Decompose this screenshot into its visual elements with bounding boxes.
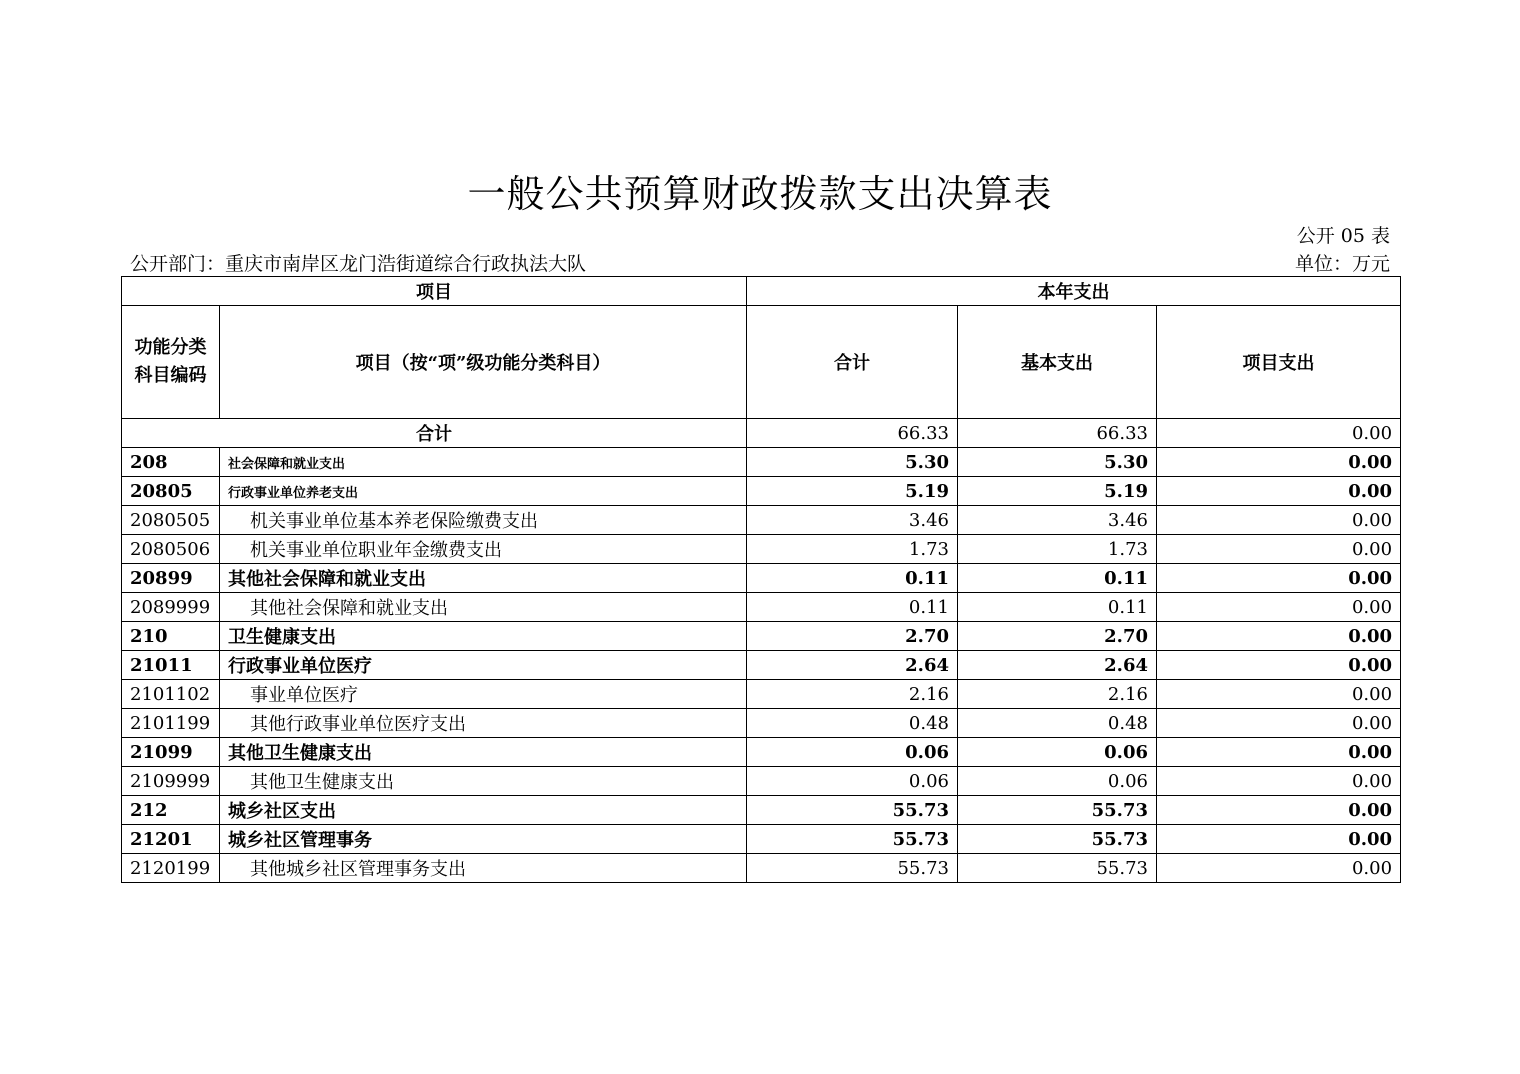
table-row (122, 593, 1401, 622)
row-name: 行政事业单位医疗 (220, 651, 747, 680)
row-code: 208 (122, 448, 220, 477)
table-row (122, 825, 1401, 854)
header-code: 功能分类科目编码 (122, 306, 220, 419)
row-total: 55.73 (747, 854, 958, 883)
row-code: 21201 (122, 825, 220, 854)
row-basic: 55.73 (958, 854, 1157, 883)
row-code: 2080506 (122, 535, 220, 564)
table-row (122, 448, 1401, 477)
row-total: 0.11 (747, 564, 958, 593)
table-row (122, 796, 1401, 825)
row-basic: 2.16 (958, 680, 1157, 709)
row-project: 0.00 (1157, 448, 1401, 477)
row-name: 其他社会保障和就业支出 (220, 564, 747, 593)
unit-label: 单位：万元 (1294, 253, 1390, 275)
row-project: 0.00 (1157, 709, 1401, 738)
row-project: 0.00 (1157, 593, 1401, 622)
row-name: 城乡社区支出 (220, 796, 747, 825)
row-total: 2.70 (747, 622, 958, 651)
total-row (122, 419, 1401, 448)
header-row-sub (122, 306, 1401, 419)
row-code: 2101199 (122, 709, 220, 738)
row-total: 5.19 (747, 477, 958, 506)
table-number: 公开 05 表 (1296, 225, 1390, 247)
row-project: 0.00 (1157, 854, 1401, 883)
row-project: 0.00 (1157, 506, 1401, 535)
row-total: 0.11 (747, 593, 958, 622)
row-project: 0.00 (1157, 622, 1401, 651)
header-current-year: 本年支出 (747, 277, 1401, 306)
table-row (122, 709, 1401, 738)
header-row-top (122, 277, 1401, 306)
row-total: 0.48 (747, 709, 958, 738)
total-label: 合计 (122, 419, 747, 448)
header-name: 项目（按“项”级功能分类科目） (220, 306, 747, 419)
table-row (122, 535, 1401, 564)
header-total: 合计 (747, 306, 958, 419)
row-name: 其他卫生健康支出 (220, 767, 747, 796)
row-total: 5.30 (747, 448, 958, 477)
row-basic: 0.06 (958, 767, 1157, 796)
row-basic: 1.73 (958, 535, 1157, 564)
row-code: 21099 (122, 738, 220, 767)
header-project: 项目 (122, 277, 747, 306)
table-row (122, 738, 1401, 767)
row-basic: 0.11 (958, 593, 1157, 622)
total-basic: 66.33 (958, 419, 1157, 448)
row-code: 2120199 (122, 854, 220, 883)
expenditure-table (121, 276, 1401, 883)
row-basic: 2.70 (958, 622, 1157, 651)
row-name: 社会保障和就业支出 (220, 448, 747, 477)
row-name: 其他社会保障和就业支出 (220, 593, 747, 622)
row-basic: 55.73 (958, 796, 1157, 825)
row-basic: 2.64 (958, 651, 1157, 680)
row-name: 机关事业单位基本养老保险缴费支出 (220, 506, 747, 535)
row-code: 20805 (122, 477, 220, 506)
row-total: 55.73 (747, 796, 958, 825)
header-project-expenditure: 项目支出 (1157, 306, 1401, 419)
row-basic: 5.30 (958, 448, 1157, 477)
row-name: 城乡社区管理事务 (220, 825, 747, 854)
table-row (122, 477, 1401, 506)
row-code: 21011 (122, 651, 220, 680)
row-basic: 3.46 (958, 506, 1157, 535)
row-project: 0.00 (1157, 767, 1401, 796)
row-basic: 55.73 (958, 825, 1157, 854)
row-name: 行政事业单位养老支出 (220, 477, 747, 506)
row-total: 0.06 (747, 738, 958, 767)
row-project: 0.00 (1157, 738, 1401, 767)
row-code: 2089999 (122, 593, 220, 622)
row-total: 2.64 (747, 651, 958, 680)
row-project: 0.00 (1157, 564, 1401, 593)
row-project: 0.00 (1157, 477, 1401, 506)
row-code: 210 (122, 622, 220, 651)
department-label: 公开部门：重庆市南岸区龙门浩街道综合行政执法大队 (130, 253, 587, 275)
table-row (122, 680, 1401, 709)
row-name: 事业单位医疗 (220, 680, 747, 709)
page-title: 一般公共预算财政拨款支出决算表 (467, 172, 1053, 216)
row-basic: 5.19 (958, 477, 1157, 506)
row-project: 0.00 (1157, 535, 1401, 564)
table-row (122, 767, 1401, 796)
row-project: 0.00 (1157, 680, 1401, 709)
row-project: 0.00 (1157, 825, 1401, 854)
row-name: 机关事业单位职业年金缴费支出 (220, 535, 747, 564)
total-project: 0.00 (1157, 419, 1401, 448)
row-code: 2101102 (122, 680, 220, 709)
row-name: 其他城乡社区管理事务支出 (220, 854, 747, 883)
table-row (122, 506, 1401, 535)
row-project: 0.00 (1157, 651, 1401, 680)
row-name: 其他行政事业单位医疗支出 (220, 709, 747, 738)
row-basic: 0.06 (958, 738, 1157, 767)
row-name: 卫生健康支出 (220, 622, 747, 651)
total-value: 66.33 (747, 419, 958, 448)
header-basic: 基本支出 (958, 306, 1157, 419)
row-total: 3.46 (747, 506, 958, 535)
table-row (122, 651, 1401, 680)
row-name: 其他卫生健康支出 (220, 738, 747, 767)
row-code: 2080505 (122, 506, 220, 535)
table-row (122, 854, 1401, 883)
row-total: 2.16 (747, 680, 958, 709)
row-basic: 0.48 (958, 709, 1157, 738)
table-row (122, 564, 1401, 593)
table-row (122, 622, 1401, 651)
row-total: 1.73 (747, 535, 958, 564)
row-code: 2109999 (122, 767, 220, 796)
row-code: 212 (122, 796, 220, 825)
row-code: 20899 (122, 564, 220, 593)
row-total: 55.73 (747, 825, 958, 854)
row-basic: 0.11 (958, 564, 1157, 593)
row-project: 0.00 (1157, 796, 1401, 825)
row-total: 0.06 (747, 767, 958, 796)
